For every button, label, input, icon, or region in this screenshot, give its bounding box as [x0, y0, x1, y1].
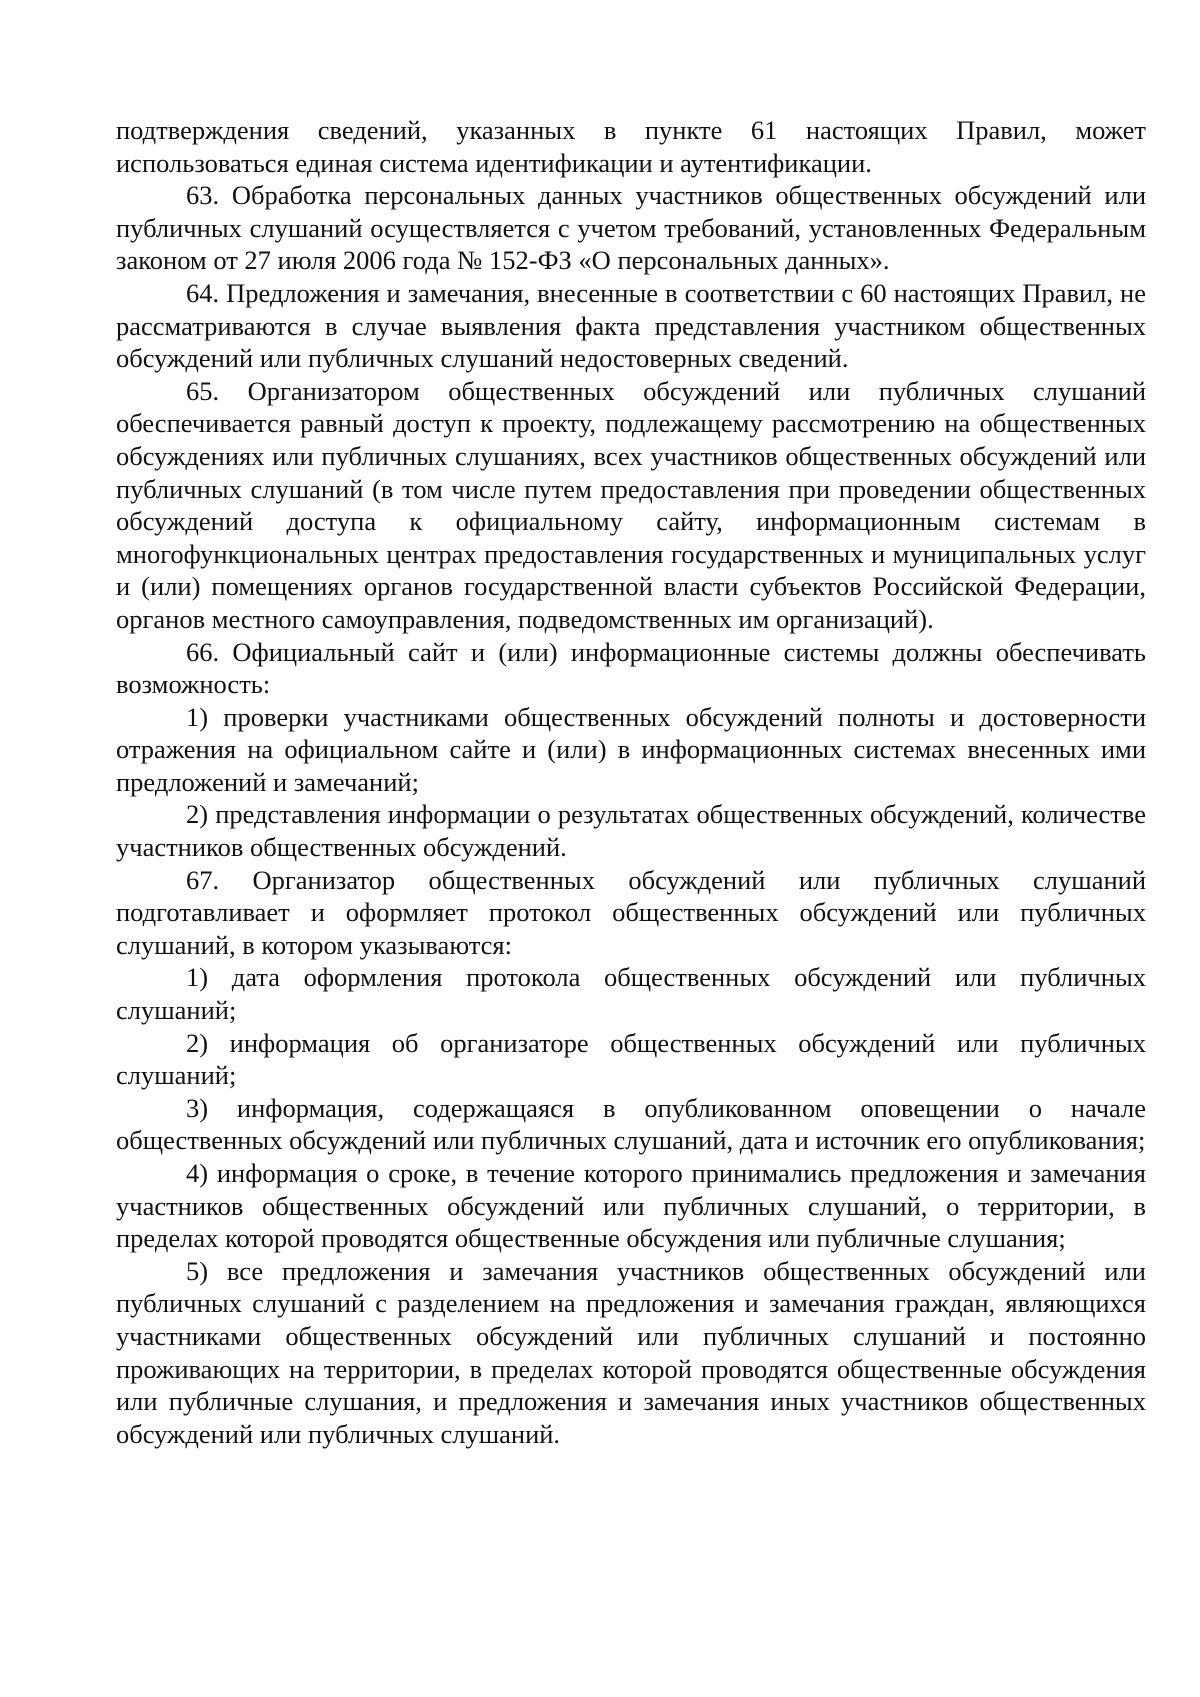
- paragraph-65: 65. Организатором общественных обсуждений или публичных слушаний обеспечивается равный доступ к проекту, подлежащему рассмотрению на общественных обсуждениях или публичных слушаниях, всех участников общественных обсуждений или публичных слушаний (в том числе путем предоставления при проведении общественных обсуждений доступа к официальному сайту, информационным системам в многофункциональных центрах предоставления государственных и муниципальных услуг и (или) помещениях органов государственной власти субъектов Российской Федерации, органов местного самоуправления, подведомственных им организаций).: [116, 375, 1146, 634]
- paragraph-67-item-5: 5) все предложения и замечания участников общественных обсуждений или публичных слушаний с разделением на предложения и замечания граждан, являющихся участниками общественных обсуждений или публичных слушаний и постоянно проживающих на территории, в пределах которой проводятся общественные обсуждения или публичные слушания, и предложения и замечания иных участников общественных обсуждений или публичных слушаний.: [116, 1255, 1146, 1449]
- paragraph-67-item-2: 2) информация об организаторе общественных обсуждений или публичных слушаний;: [116, 1027, 1146, 1091]
- document-body: [116, 114, 1146, 1450]
- paragraph-67-item-3: 3) информация, содержащаяся в опубликованном оповещении о начале общественных обсуждений или публичных слушаний, дата и источник его опубликования;: [116, 1092, 1146, 1156]
- paragraph-67-item-1: 1) дата оформления протокола общественных обсуждений или публичных слушаний;: [116, 962, 1146, 1026]
- paragraph-64: 64. Предложения и замечания, внесенные в соответствии с 60 настоящих Правил, не рассматриваются в случае выявления факта представления участником общественных обсуждений или публичных слушаний недостоверных сведений.: [116, 277, 1146, 374]
- paragraph-67: 67. Организатор общественных обсуждений или публичных слушаний подготавливает и оформляет протокол общественных обсуждений или публичных слушаний, в котором указываются:: [116, 864, 1146, 960]
- paragraph-continuation: подтверждения сведений, указанных в пункте 61 настоящих Правил, может использоваться единая система идентификации и аутентификации.: [116, 115, 1146, 178]
- paragraph-67-item-4: 4) информация о сроке, в течение которого принимались предложения и замечания участников общественных обсуждений или публичных слушаний, о территории, в пределах которой проводятся общественные обсуждения или публичные слушания;: [116, 1158, 1146, 1254]
- paragraph-66-item-1: 1) проверки участниками общественных обсуждений полноты и достоверности отражения на официальном сайте и (или) в информационных системах внесенных ими предложений и замечаний;: [116, 701, 1146, 797]
- paragraph-66: 66. Официальный сайт и (или) информационные системы должны обеспечивать возможность:: [116, 636, 1146, 700]
- paragraph-66-item-2: 2) представления информации о результатах общественных обсуждений, количестве участников общественных обсуждений.: [116, 799, 1146, 863]
- paragraph-63: 63. Обработка персональных данных участников общественных обсуждений или публичных слушаний осуществляется с учетом требований, установленных Федеральным законом от 27 июля 2006 года № 152-ФЗ «О персональных данных».: [116, 180, 1146, 276]
